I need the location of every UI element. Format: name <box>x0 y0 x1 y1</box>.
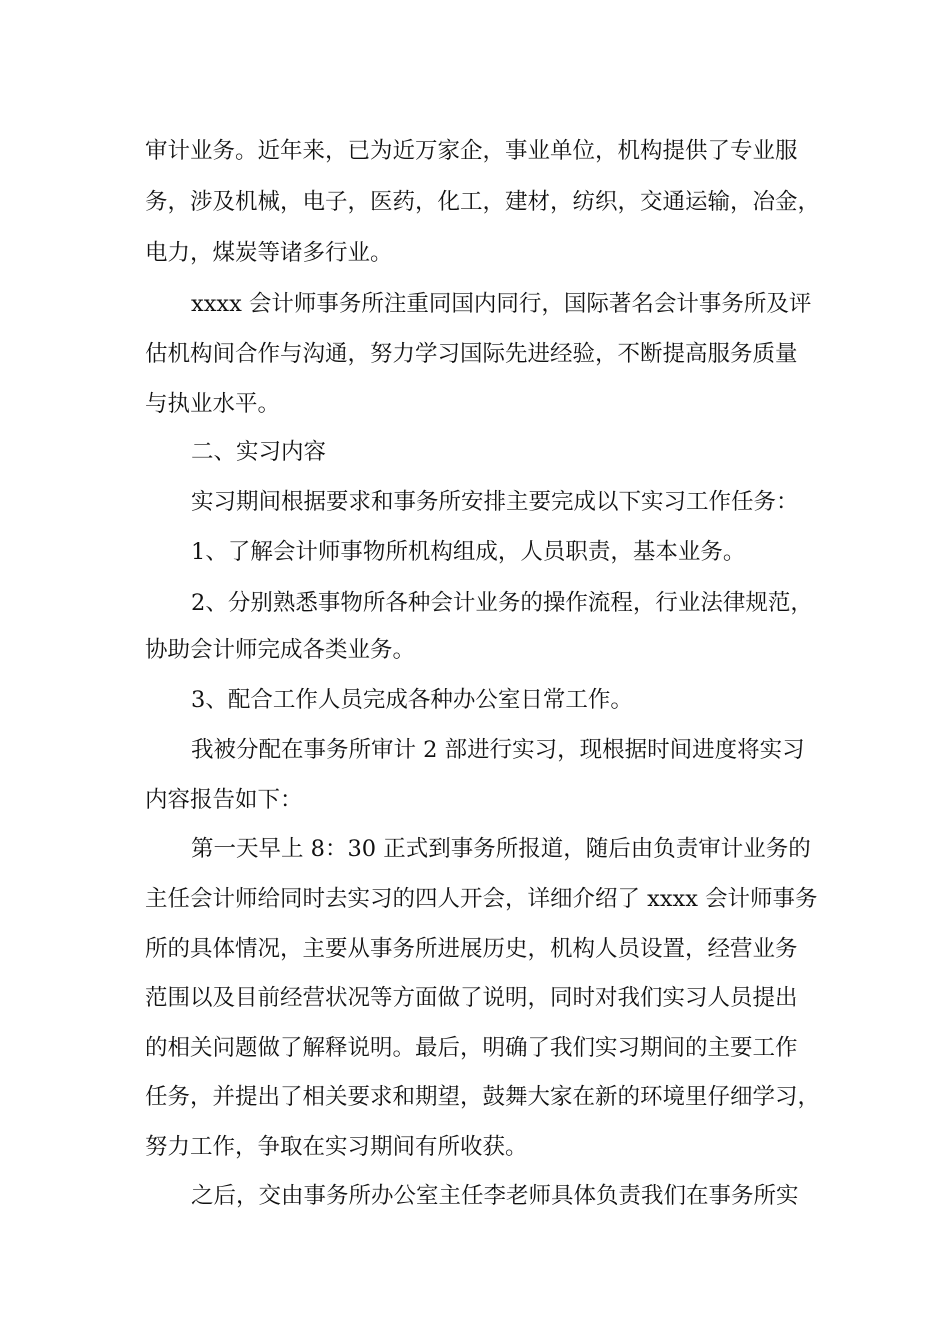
list-item-2-line-1: 2、分别熟悉事物所各种会计业务的操作流程，行业法律规范， <box>191 590 813 616</box>
paragraph-first-day-line-1: 第一天早上 8：30 正式到事务所报道，随后由负责审计业务的 <box>191 836 811 862</box>
paragraph-1-line-3: 电力，煤炭等诸多行业。 <box>145 240 393 266</box>
paragraph-1-line-2: 务，涉及机械，电子，医药，化工，建材，纺织，交通运输，冶金， <box>145 189 821 215</box>
paragraph-first-day-line-4: 范围以及目前经营状况等方面做了说明，同时对我们实习人员提出 <box>145 985 798 1011</box>
paragraph-assignment-line-1: 我被分配在事务所审计 2 部进行实习，现根据时间进度将实习 <box>191 737 805 763</box>
paragraph-first-day-line-7: 努力工作，争取在实习期间有所收获。 <box>145 1134 528 1160</box>
paragraph-first-day-line-2: 主任会计师给同时去实习的四人开会，详细介绍了 xxxx 会计师事务 <box>145 886 818 912</box>
list-item-1: 1、了解会计师事物所机构组成，人员职责，基本业务。 <box>191 539 746 565</box>
paragraph-assignment-line-2: 内容报告如下： <box>145 787 303 813</box>
paragraph-first-day-line-6: 任务，并提出了相关要求和期望，鼓舞大家在新的环境里仔细学习， <box>145 1084 821 1110</box>
paragraph-1-line-1: 审计业务。近年来，已为近万家企，事业单位，机构提供了专业服 <box>145 138 798 164</box>
list-item-2-line-2: 协助会计师完成各类业务。 <box>145 637 416 663</box>
list-item-3: 3、配合工作人员完成各种办公室日常工作。 <box>191 687 633 713</box>
paragraph-2-line-1: xxxx 会计师事务所注重同国内同行，国际著名会计事务所及评 <box>191 291 812 317</box>
paragraph-final-line-1: 之后，交由事务所办公室主任李老师具体负责我们在事务所实 <box>191 1183 799 1209</box>
paragraph-first-day-line-3: 所的具体情况，主要从事务所进展历史，机构人员设置，经营业务 <box>145 936 798 962</box>
paragraph-first-day-line-5: 的相关问题做了解释说明。最后，明确了我们实习期间的主要工作 <box>145 1035 798 1061</box>
paragraph-intro: 实习期间根据要求和事务所安排主要完成以下实习工作任务： <box>191 489 799 515</box>
paragraph-2-line-2: 估机构间合作与沟通，努力学习国际先进经验，不断提高服务质量 <box>145 341 798 367</box>
section-heading: 二、实习内容 <box>191 439 327 465</box>
paragraph-2-line-3: 与执业水平。 <box>145 391 281 417</box>
